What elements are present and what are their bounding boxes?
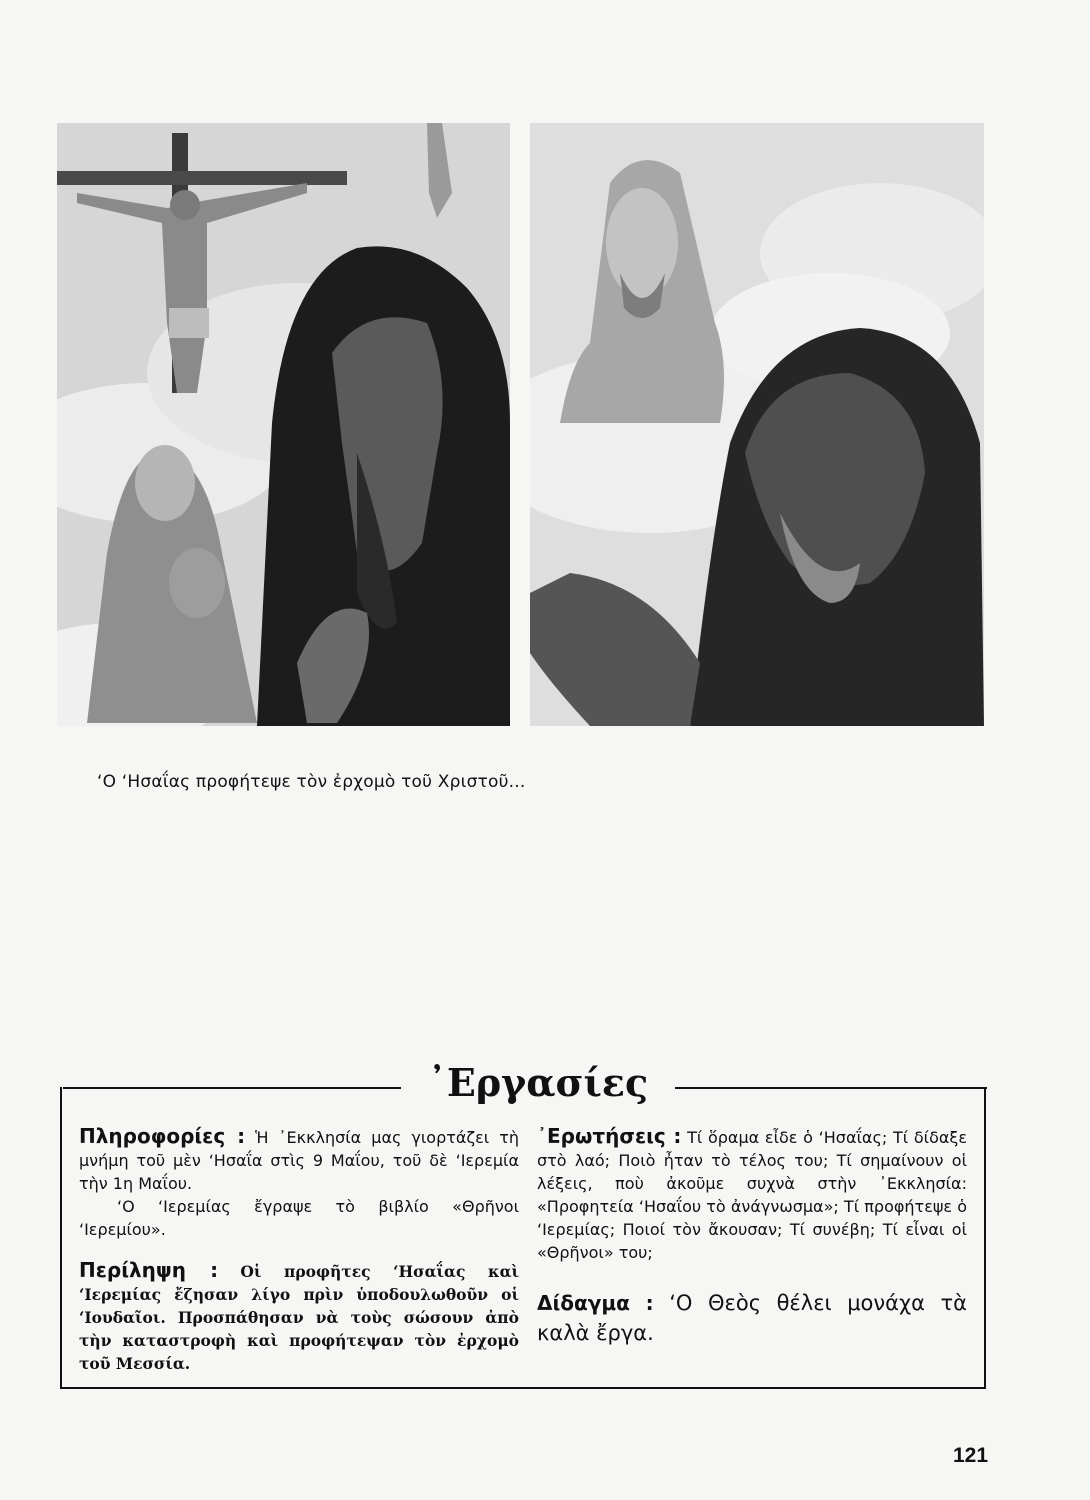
info-label: Πληροφορίες : xyxy=(79,1124,246,1148)
illustration-jeremiah xyxy=(530,123,984,726)
exercises-right-column xyxy=(537,1125,967,1348)
illustration-isaiah xyxy=(57,123,510,726)
summary-paragraph xyxy=(79,1259,519,1375)
illustration-caption: ‘Ο ‘Ησαΐας προφήτεψε τὸν ἐρχομὸ τοῦ Χριστοῦ... xyxy=(97,772,526,792)
questions-paragraph xyxy=(537,1125,967,1264)
info-paragraph xyxy=(79,1125,519,1195)
exercises-left-column xyxy=(79,1125,519,1375)
questions-label: ᾿Ερωτήσεις : xyxy=(537,1124,682,1148)
lesson-label: Δίδαγμα : xyxy=(537,1291,654,1315)
exercises-box xyxy=(60,1087,986,1389)
lesson-paragraph xyxy=(537,1288,967,1348)
summary-label: Περίληψη : xyxy=(79,1258,219,1282)
questions-text: Τί ὅραμα εἶδε ὁ ‘Ησαΐας; Τί δίδαξε στὸ λαό; Ποιὸ ἦταν τὸ τέλος του; Τί σημαίνουν οἱ λέξεις, ποὺ ἀκοῦμε συχνὰ στὴν ᾿Εκκλησία: «Προφητεία ‘Ησαΐου τὸ ἀνάγνωσμα»; Τί προφήτεψε ὁ ‘Ιερεμίας; Ποιοί τὸν ἄκουσαν; Τί συνέβη; Τί εἶναι οἱ «Θρῆνοι» του; xyxy=(537,1128,967,1262)
section-title: ᾿Εργασίες xyxy=(427,1060,649,1105)
lesson-text: ‘Ο Θεὸς θέλει μονάχα τὰ καλὰ ἔργα. xyxy=(537,1291,967,1345)
info-paragraph-2: ‘Ο ‘Ιερεμίας ἔγραψε τὸ βιβλίο «Θρῆνοι ‘Ιερεμίου». xyxy=(79,1197,519,1239)
summary-text: Οἱ προφῆτες ‘Ησαΐας καὶ ‘Ιερεμίας ἔζησαν λίγο πρὶν ὑποδουλωθοῦν οἱ ‘Ιουδαῖοι. Προσπάθησαν νὰ τοὺς σώσουν ἀπὸ τὴν καταστροφὴ καὶ προφήτεψαν τὸν ἐρχομὸ τοῦ Μεσσία. xyxy=(79,1262,520,1373)
info-text: Ἡ ᾿Εκκλησία μας γιορτάζει τὴ μνήμη τοῦ μὲν ‘Ησαΐα στὶς 9 Μαΐου, τοῦ δὲ ‘Ιερεμία τὴν 1η Μαΐου. xyxy=(79,1128,519,1193)
page-number: 121 xyxy=(953,1444,989,1467)
